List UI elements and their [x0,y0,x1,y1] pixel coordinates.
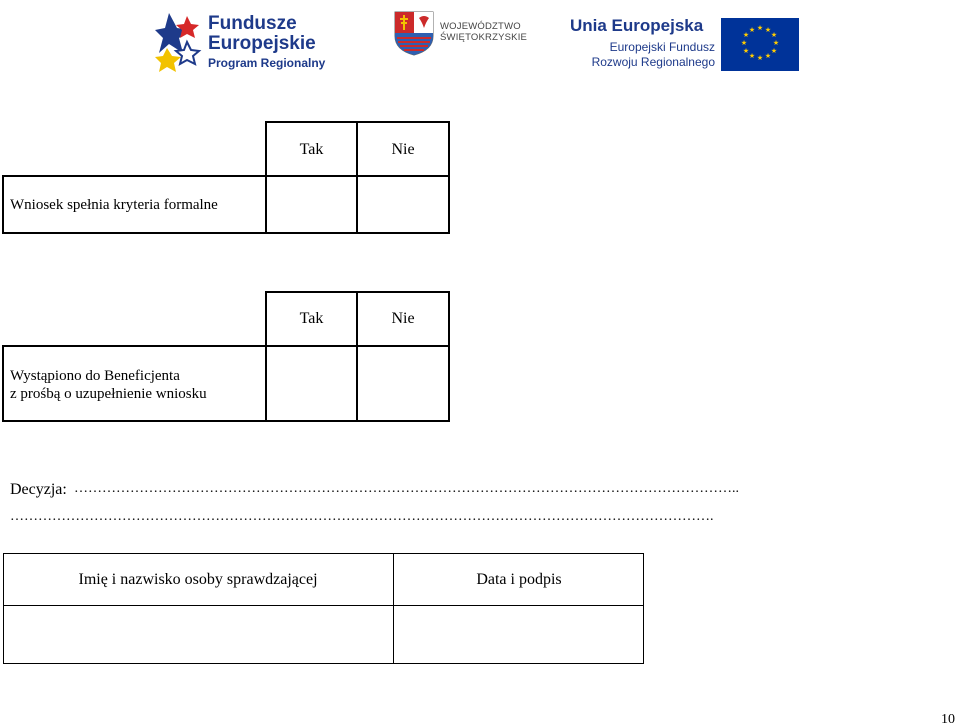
criteria-col-yes: Tak [299,141,324,158]
criteria-no-cell[interactable] [358,177,448,232]
svg-text:★: ★ [740,39,748,47]
svg-text:★: ★ [756,54,764,62]
svg-text:★: ★ [748,52,756,60]
wojewodztwo-line2: ŚWIĘTOKRZYSKIE [440,32,528,43]
svg-text:★: ★ [756,24,764,32]
svg-text:★: ★ [742,31,750,39]
supplement-no-cell[interactable] [358,347,448,420]
svg-text:★: ★ [748,26,756,34]
swietokrzyskie-logo [393,10,533,60]
supplement-col-no: Nie [391,310,415,327]
wojewodztwo-line1: WOJEWÓDZTWO [440,21,521,32]
fundusze-europejskie-logo [155,8,335,78]
fundusze-logo-line2: Europejskie [208,33,316,54]
supplement-row-label-line1: Wystąpiono do Beneficjenta [10,368,180,384]
coat-of-arms-icon [393,10,435,56]
svg-text:★: ★ [770,47,778,55]
ue-logo-title: Unia Europejska [570,16,704,35]
signature-name-cell[interactable] [4,606,393,663]
supplement-yes-cell[interactable] [267,347,356,420]
decision-line-2[interactable]: ……………………………………………………………………………………………………………………………………. [10,509,714,524]
svg-text:★: ★ [764,52,772,60]
supplement-col-yes: Tak [299,310,324,327]
svg-text:★: ★ [764,26,772,34]
criteria-row-label: Wniosek spełnia kryteria formalne [10,197,218,213]
signature-date-cell[interactable] [394,606,643,663]
fundusze-stars-icon [155,8,205,78]
unia-europejska-logo [570,16,715,76]
supplement-row-label-line2: z prośbą o uzupełnienie wniosku [10,386,207,402]
ue-logo-sub2: Rozwoju Regionalnego [591,55,715,69]
signature-col-date: Data i podpis [476,571,562,588]
svg-text:★: ★ [772,39,780,47]
signature-col-name: Imię i nazwisko osoby sprawdzającej [78,571,318,588]
svg-text:★: ★ [770,31,778,39]
eu-flag-icon [721,18,799,71]
decision-label: Decyzja: [10,481,67,498]
decision-line-1[interactable]: …………………………………………………………………………………………………………………………….. [74,481,739,496]
svg-text:★: ★ [742,47,750,55]
supplement-row-label [10,367,207,403]
criteria-yes-cell[interactable] [267,177,356,232]
page-number: 10 [941,712,955,727]
fundusze-logo-line1: Fundusze [208,13,297,34]
fundusze-logo-line3: Program Regionalny [208,56,326,70]
ue-logo-sub1: Europejski Fundusz [609,40,715,54]
criteria-col-no: Nie [391,141,415,158]
